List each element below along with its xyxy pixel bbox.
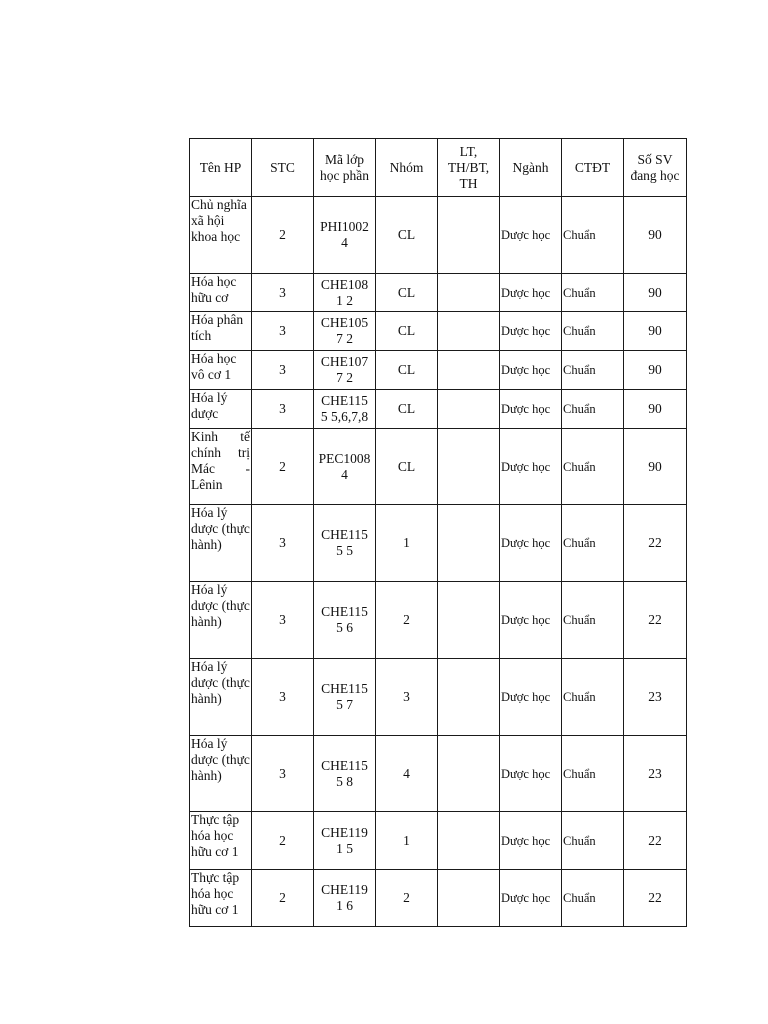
cell-ctdt: Chuẩn [562,812,624,870]
cell-lt [438,390,500,429]
cell-so-sv: 23 [624,659,687,736]
cell-ctdt: Chuẩn [562,870,624,927]
cell-nganh: Dược học [500,812,562,870]
table-row [190,274,687,312]
cell-stc: 3 [252,582,314,659]
table-row [190,429,687,505]
cell-ctdt: Chuẩn [562,351,624,390]
cell-nhom: CL [376,274,438,312]
cell-ma-lop: CHE107 7 2 [314,351,376,390]
cell-nhom: CL [376,351,438,390]
cell-stc: 2 [252,197,314,274]
table-row [190,197,687,274]
cell-so-sv: 22 [624,870,687,927]
cell-ten-hp: Hóa lý dược (thực hành) [190,582,252,659]
cell-ma-lop: CHE115 5 5,6,7,8 [314,390,376,429]
cell-stc: 3 [252,274,314,312]
cell-so-sv: 90 [624,429,687,505]
header-stc: STC [252,139,314,197]
course-table [189,138,687,927]
cell-nhom: 2 [376,870,438,927]
cell-lt [438,429,500,505]
cell-ctdt: Chuẩn [562,390,624,429]
cell-stc: 2 [252,812,314,870]
cell-ten-hp: Kinh tế chính trị Mác - Lênin [190,429,252,505]
cell-stc: 3 [252,312,314,351]
table-row [190,312,687,351]
cell-stc: 3 [252,390,314,429]
cell-lt [438,659,500,736]
cell-so-sv: 22 [624,812,687,870]
cell-ten-hp: Hóa lý dược (thực hành) [190,659,252,736]
cell-nhom: 1 [376,812,438,870]
cell-nganh: Dược học [500,312,562,351]
cell-nganh: Dược học [500,870,562,927]
cell-so-sv: 90 [624,274,687,312]
cell-so-sv: 90 [624,312,687,351]
header-row [190,139,687,197]
cell-nhom: 1 [376,505,438,582]
header-ten-hp: Tên HP [190,139,252,197]
header-nhom: Nhóm [376,139,438,197]
cell-ctdt: Chuẩn [562,274,624,312]
cell-ten-hp: Thực tập hóa học hữu cơ 1 [190,812,252,870]
cell-ma-lop: CHE115 5 8 [314,736,376,812]
cell-ctdt: Chuẩn [562,429,624,505]
cell-lt [438,505,500,582]
cell-ma-lop: CHE119 1 6 [314,870,376,927]
cell-so-sv: 22 [624,582,687,659]
cell-ten-hp: Hóa học hữu cơ [190,274,252,312]
cell-nhom: 2 [376,582,438,659]
cell-nhom: CL [376,429,438,505]
cell-so-sv: 90 [624,390,687,429]
cell-stc: 3 [252,736,314,812]
cell-ten-hp: Hóa lý dược (thực hành) [190,736,252,812]
cell-so-sv: 22 [624,505,687,582]
cell-so-sv: 90 [624,197,687,274]
cell-lt [438,312,500,351]
cell-nganh: Dược học [500,390,562,429]
header-lt: LT, TH/BT, TH [438,139,500,197]
cell-nganh: Dược học [500,274,562,312]
cell-nhom: CL [376,390,438,429]
header-ma-lop: Mã lớp học phần [314,139,376,197]
cell-nganh: Dược học [500,659,562,736]
cell-ma-lop: CHE115 5 6 [314,582,376,659]
table-row [190,736,687,812]
cell-nhom: CL [376,312,438,351]
cell-ma-lop: CHE108 1 2 [314,274,376,312]
cell-ten-hp: Hóa lý dược [190,390,252,429]
cell-nganh: Dược học [500,351,562,390]
cell-lt [438,197,500,274]
cell-ten-hp: Chủ nghĩa xã hội khoa học [190,197,252,274]
cell-ctdt: Chuẩn [562,197,624,274]
cell-ten-hp: Hóa phân tích [190,312,252,351]
cell-ctdt: Chuẩn [562,659,624,736]
table-row [190,870,687,927]
table-row [190,582,687,659]
table-body [190,197,687,927]
cell-ma-lop: PEC1008 4 [314,429,376,505]
cell-ma-lop: CHE115 5 7 [314,659,376,736]
cell-nhom: 4 [376,736,438,812]
cell-nhom: CL [376,197,438,274]
cell-stc: 3 [252,505,314,582]
cell-ctdt: Chuẩn [562,736,624,812]
cell-ma-lop: CHE115 5 5 [314,505,376,582]
header-nganh: Ngành [500,139,562,197]
table-row [190,659,687,736]
cell-stc: 2 [252,870,314,927]
cell-nganh: Dược học [500,429,562,505]
cell-ctdt: Chuẩn [562,582,624,659]
cell-stc: 3 [252,659,314,736]
table-row [190,812,687,870]
cell-lt [438,351,500,390]
cell-so-sv: 90 [624,351,687,390]
cell-nganh: Dược học [500,197,562,274]
cell-nganh: Dược học [500,582,562,659]
cell-stc: 2 [252,429,314,505]
cell-lt [438,582,500,659]
cell-ctdt: Chuẩn [562,312,624,351]
cell-ten-hp: Thực tập hóa học hữu cơ 1 [190,870,252,927]
cell-nganh: Dược học [500,505,562,582]
cell-nhom: 3 [376,659,438,736]
cell-stc: 3 [252,351,314,390]
cell-ma-lop: PHI1002 4 [314,197,376,274]
table-row [190,351,687,390]
table-row [190,505,687,582]
cell-ma-lop: CHE119 1 5 [314,812,376,870]
cell-lt [438,736,500,812]
header-so-sv: Số SV đang học [624,139,687,197]
cell-lt [438,274,500,312]
cell-ten-hp: Hóa học vô cơ 1 [190,351,252,390]
cell-ctdt: Chuẩn [562,505,624,582]
cell-lt [438,870,500,927]
header-ctdt: CTĐT [562,139,624,197]
cell-lt [438,812,500,870]
cell-so-sv: 23 [624,736,687,812]
cell-ma-lop: CHE105 7 2 [314,312,376,351]
cell-ten-hp: Hóa lý dược (thực hành) [190,505,252,582]
cell-nganh: Dược học [500,736,562,812]
table-row [190,390,687,429]
